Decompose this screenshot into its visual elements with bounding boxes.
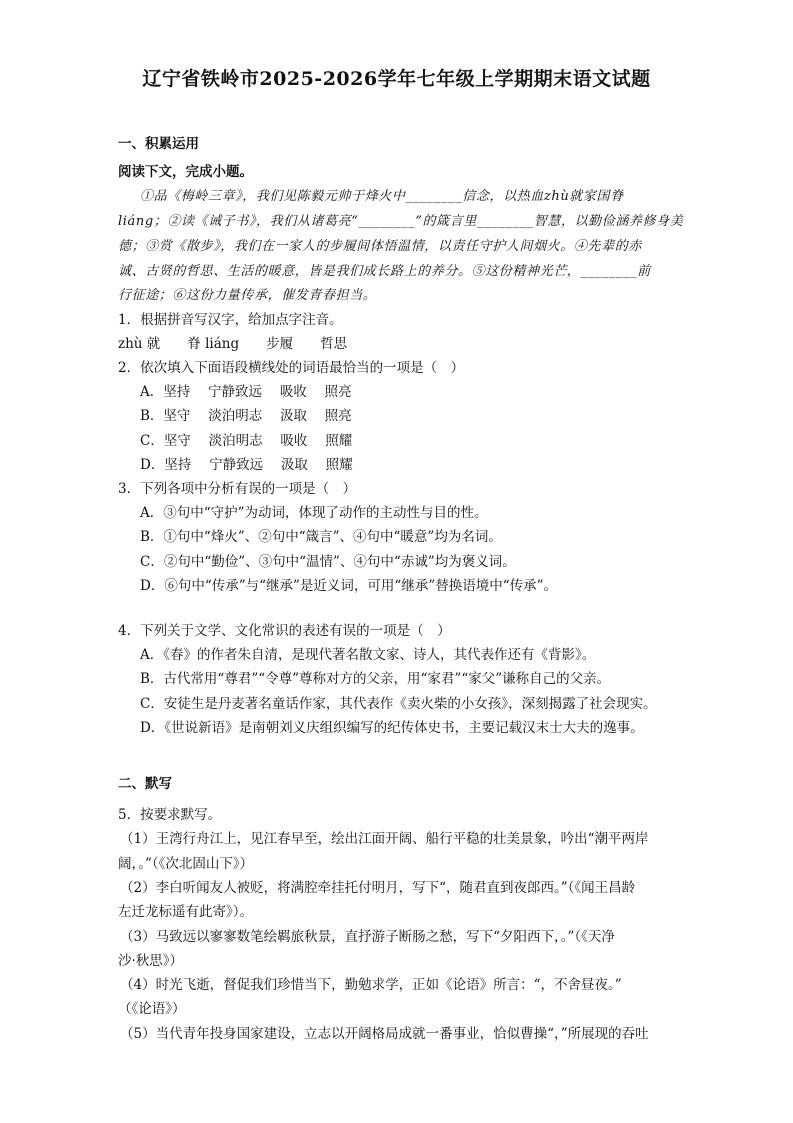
question-2-option-c: C．坚守 淡泊明志 吸收 照耀 bbox=[140, 433, 353, 449]
question-4-option-c: C．安徒生是丹麦著名童话作家，其代表作《卖火柴的小女孩》，深刻揭露了社会现实。 bbox=[140, 696, 657, 712]
question-5-line-9: （5）当代青年投身国家建设，立志以开阔格局成就一番事业，恰似曹操“，”所展现的吞吐 bbox=[120, 1026, 649, 1042]
question-5-line-5: （3）马致远以寥寥数笔绘羁旅秋景，直抒游子断肠之愁，写下“夕阳西下，。”（《天净 bbox=[120, 929, 615, 945]
question-1-stem: 1．根据拼音写汉字，给加点字注音。 bbox=[118, 312, 343, 328]
question-5-line-2: 阔，。”（《次北固山下》） bbox=[118, 856, 254, 872]
question-2-stem: 2．依次填入下面语段横线处的词语最恰当的一项是（ ） bbox=[118, 360, 465, 376]
question-5-stem: 5．按要求默写。 bbox=[118, 807, 222, 823]
question-4-stem: 4．下列关于文学、文化常识的表述有误的一项是（ ） bbox=[118, 623, 451, 639]
reading-line-1: ①品《梅岭三章》，我们见陈毅元帅于烽火中________信念，以热血zhù就家国脊 bbox=[140, 189, 624, 204]
question-3-stem: 3．下列各项中分析有误的一项是（ ） bbox=[118, 481, 357, 497]
question-3-option-a: A．③句中“守护”为动词，体现了动作的主动性与目的性。 bbox=[140, 505, 488, 521]
question-5-line-8: （《论语》） bbox=[118, 1001, 186, 1017]
section-heading-accumulation: 一、积累运用 bbox=[118, 136, 199, 152]
page-title: 辽宁省铁岭市2025-2026学年七年级上学期期末语文试题 bbox=[142, 68, 651, 90]
reading-line-2: liáng；②读《诫子书》，我们从诸葛亮“________”的箴言里________智慧，以勤俭涵养修身美 bbox=[118, 214, 684, 229]
section-heading-dictation: 二、默写 bbox=[118, 776, 172, 792]
question-5-line-4: 左迁龙标遥有此寄》）。 bbox=[118, 904, 253, 920]
question-5-line-3: （2）李白听闻友人被贬，将满腔牵挂托付明月，写下“，随君直到夜郎西。”（《闻王昌龄 bbox=[120, 880, 636, 896]
question-2-option-a: A．坚持 宁静致远 吸收 照亮 bbox=[140, 384, 352, 400]
reading-line-4: 诚、古贤的哲思、生活的暖意，皆是我们成长路上的养分。⑤这份精神光芒，________前 bbox=[118, 264, 651, 279]
question-2-option-d: D．坚持 宁静致远 汲取 照耀 bbox=[140, 457, 353, 473]
question-4-option-a: A．《春》的作者朱自清，是现代著名散文家、诗人，其代表作还有《背影》。 bbox=[140, 647, 596, 663]
question-4-option-b: B．古代常用“尊君”“令尊”尊称对方的父亲，用“家君”“家父”谦称自己的父亲。 bbox=[140, 671, 611, 687]
question-5-line-6: 沙·秋思》） bbox=[118, 953, 184, 969]
reading-line-3: 德；③赏《散步》，我们在一家人的步履间体悟温情，以责任守护人间烟火。④先辈的赤 bbox=[118, 239, 642, 254]
question-1-items: zhù 就 脊 liáng 步履 哲思 bbox=[118, 336, 348, 352]
question-3-option-d: D．⑥句中“传承”与“继承”是近义词，可用“继承”替换语境中“传承”。 bbox=[140, 578, 558, 594]
question-5-line-1: （1）王湾行舟江上，见江春早至，绘出江面开阔、船行平稳的壮美景象，吟出“潮平两岸 bbox=[120, 831, 649, 847]
reading-intro: 阅读下文，完成小题。 bbox=[118, 164, 253, 180]
question-5-line-7: （4）时光飞逝，督促我们珍惜当下，勤勉求学，正如《论语》所言：“，不舍昼夜。” bbox=[120, 977, 622, 993]
question-2-option-b: B．坚守 淡泊明志 汲取 照亮 bbox=[140, 408, 352, 424]
reading-line-5: 行征途；⑥这份力量传承，催发青春担当。 bbox=[118, 288, 377, 303]
question-4-option-d: D．《世说新语》是南朝刘义庆组织编写的纪传体史书，主要记载汉末士大夫的逸事。 bbox=[140, 720, 644, 736]
question-3-option-b: B．①句中“烽火”、②句中“箴言”、④句中“暖意”均为名词。 bbox=[140, 529, 502, 545]
question-3-option-c: C．②句中“勤俭”、③句中“温情”、④句中“赤诚”均为褒义词。 bbox=[140, 554, 516, 570]
